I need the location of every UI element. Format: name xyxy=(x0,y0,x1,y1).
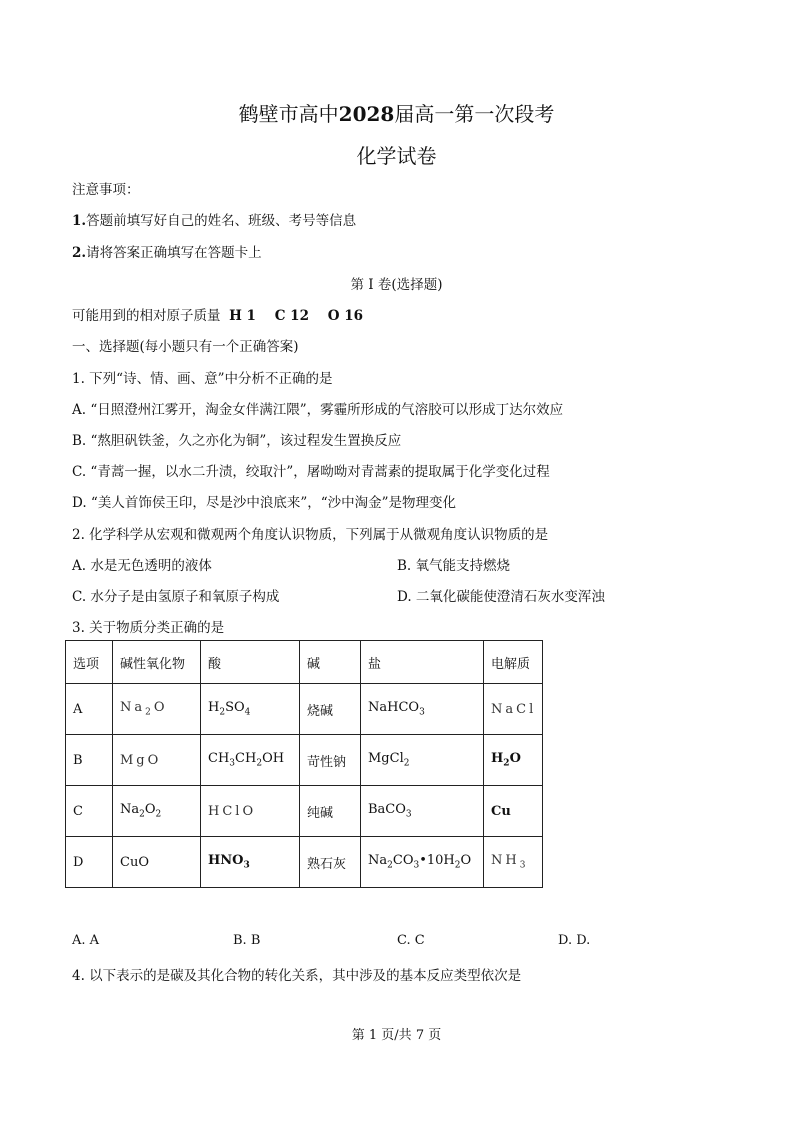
table-row xyxy=(66,735,543,786)
option-cell: D xyxy=(66,837,113,888)
notice-item-2: 2.请将答案正确填写在答题卡上 xyxy=(72,245,262,261)
option-cell: A xyxy=(66,684,113,735)
table-header-cell: 碱 xyxy=(300,641,361,684)
base-cell: 纯碱 xyxy=(300,786,361,837)
q3-answer-c: C. C xyxy=(397,933,425,948)
q2-option-b: B. 氧气能支持燃烧 xyxy=(397,558,511,574)
exam-title: 鹤壁市高中2028届高一第一次段考 xyxy=(238,102,555,126)
acid-cell: HClO xyxy=(201,786,300,837)
table-row xyxy=(66,786,543,837)
electrolyte-cell: $NH_3$ xyxy=(484,837,543,888)
q1-option-a: A. “日照澄州江雾开，淘金女伴满江隈”，雾霾所形成的气溶胶可以形成丁达尔效应 xyxy=(72,402,564,418)
q1-option-d: D. “美人首饰侯王印，尽是沙中浪底来”，“沙中淘金”是物理变化 xyxy=(72,495,457,511)
oxide-cell: MgO xyxy=(113,735,201,786)
q3-answer-a: A. A xyxy=(72,933,100,948)
table-header-cell: 碱性氧化物 xyxy=(113,641,201,684)
salt-cell: NaHCO$_3$ xyxy=(361,684,484,735)
base-cell: 熟石灰 xyxy=(300,837,361,888)
electrolyte-cell: Cu xyxy=(484,786,543,837)
q2-option-d: D. 二氧化碳能使澄清石灰水变浑浊 xyxy=(397,589,605,605)
q3-stem: 3. 关于物质分类正确的是 xyxy=(72,620,225,636)
table-header-cell: 电解质 xyxy=(484,641,543,684)
q1-option-b: B. “熬胆矾铁釜，久之亦化为铜”，该过程发生置换反应 xyxy=(72,433,402,449)
exam-subtitle: 化学试卷 xyxy=(356,144,437,168)
q3-answer-b: B. B xyxy=(233,933,261,948)
acid-cell: $CH_3CH_2OH$ xyxy=(201,735,300,786)
electrolyte-cell: $H_2O$ xyxy=(484,735,543,786)
electrolyte-cell: NaCl xyxy=(484,684,543,735)
acid-cell: $HNO_3$ xyxy=(201,837,300,888)
q2-option-c: C. 水分子是由氢原子和氧原子构成 xyxy=(72,589,280,605)
salt-cell: MgCl$_2$ xyxy=(361,735,484,786)
classification-table xyxy=(65,640,543,888)
q1-option-c: C. “青蒿一握，以水二升渍，绞取汁”，屠呦呦对青蒿素的提取属于化学变化过程 xyxy=(72,464,550,480)
table-row xyxy=(66,837,543,888)
table-header-row xyxy=(66,641,543,684)
q4-stem: 4. 以下表示的是碳及其化合物的转化关系，其中涉及的基本反应类型依次是 xyxy=(72,968,522,984)
oxide-cell: $Na_2O_2$ xyxy=(113,786,201,837)
table-header-cell: 盐 xyxy=(361,641,484,684)
salt-cell: $Na_2CO_3•10H_2O$ xyxy=(361,837,484,888)
part-one-heading: 一、选择题(每小题只有一个正确答案) xyxy=(72,339,299,355)
atomic-mass-line: 可能用到的相对原子质量 H 1 C 12 O 16 xyxy=(72,308,364,324)
oxide-cell: CuO xyxy=(113,837,201,888)
q3-answer-d: D. D. xyxy=(558,933,591,948)
option-cell: C xyxy=(66,786,113,837)
volume-heading: 第 I 卷(选择题) xyxy=(350,277,443,293)
q2-stem: 2. 化学科学从宏观和微观两个角度认识物质，下列属于从微观角度认识物质的是 xyxy=(72,527,549,543)
q1-stem: 1. 下列“诗、情、画、意”中分析不正确的是 xyxy=(72,371,333,387)
notice-item-1: 1.答题前填写好自己的姓名、班级、考号等信息 xyxy=(72,213,357,229)
notice-heading: 注意事项： xyxy=(72,182,140,198)
base-cell: 苛性钠 xyxy=(300,735,361,786)
table-row xyxy=(66,684,543,735)
acid-cell: $H_2SO_4$ xyxy=(201,684,300,735)
option-cell: B xyxy=(66,735,113,786)
salt-cell: BaCO$_3$ xyxy=(361,786,484,837)
table-header-cell: 酸 xyxy=(201,641,300,684)
table-header-cell: 选项 xyxy=(66,641,113,684)
oxide-cell: $Na_2O$ xyxy=(113,684,201,735)
page-footer: 第 1 页/共 7 页 xyxy=(351,1028,442,1043)
q2-option-a: A. 水是无色透明的液体 xyxy=(72,558,212,574)
base-cell: 烧碱 xyxy=(300,684,361,735)
